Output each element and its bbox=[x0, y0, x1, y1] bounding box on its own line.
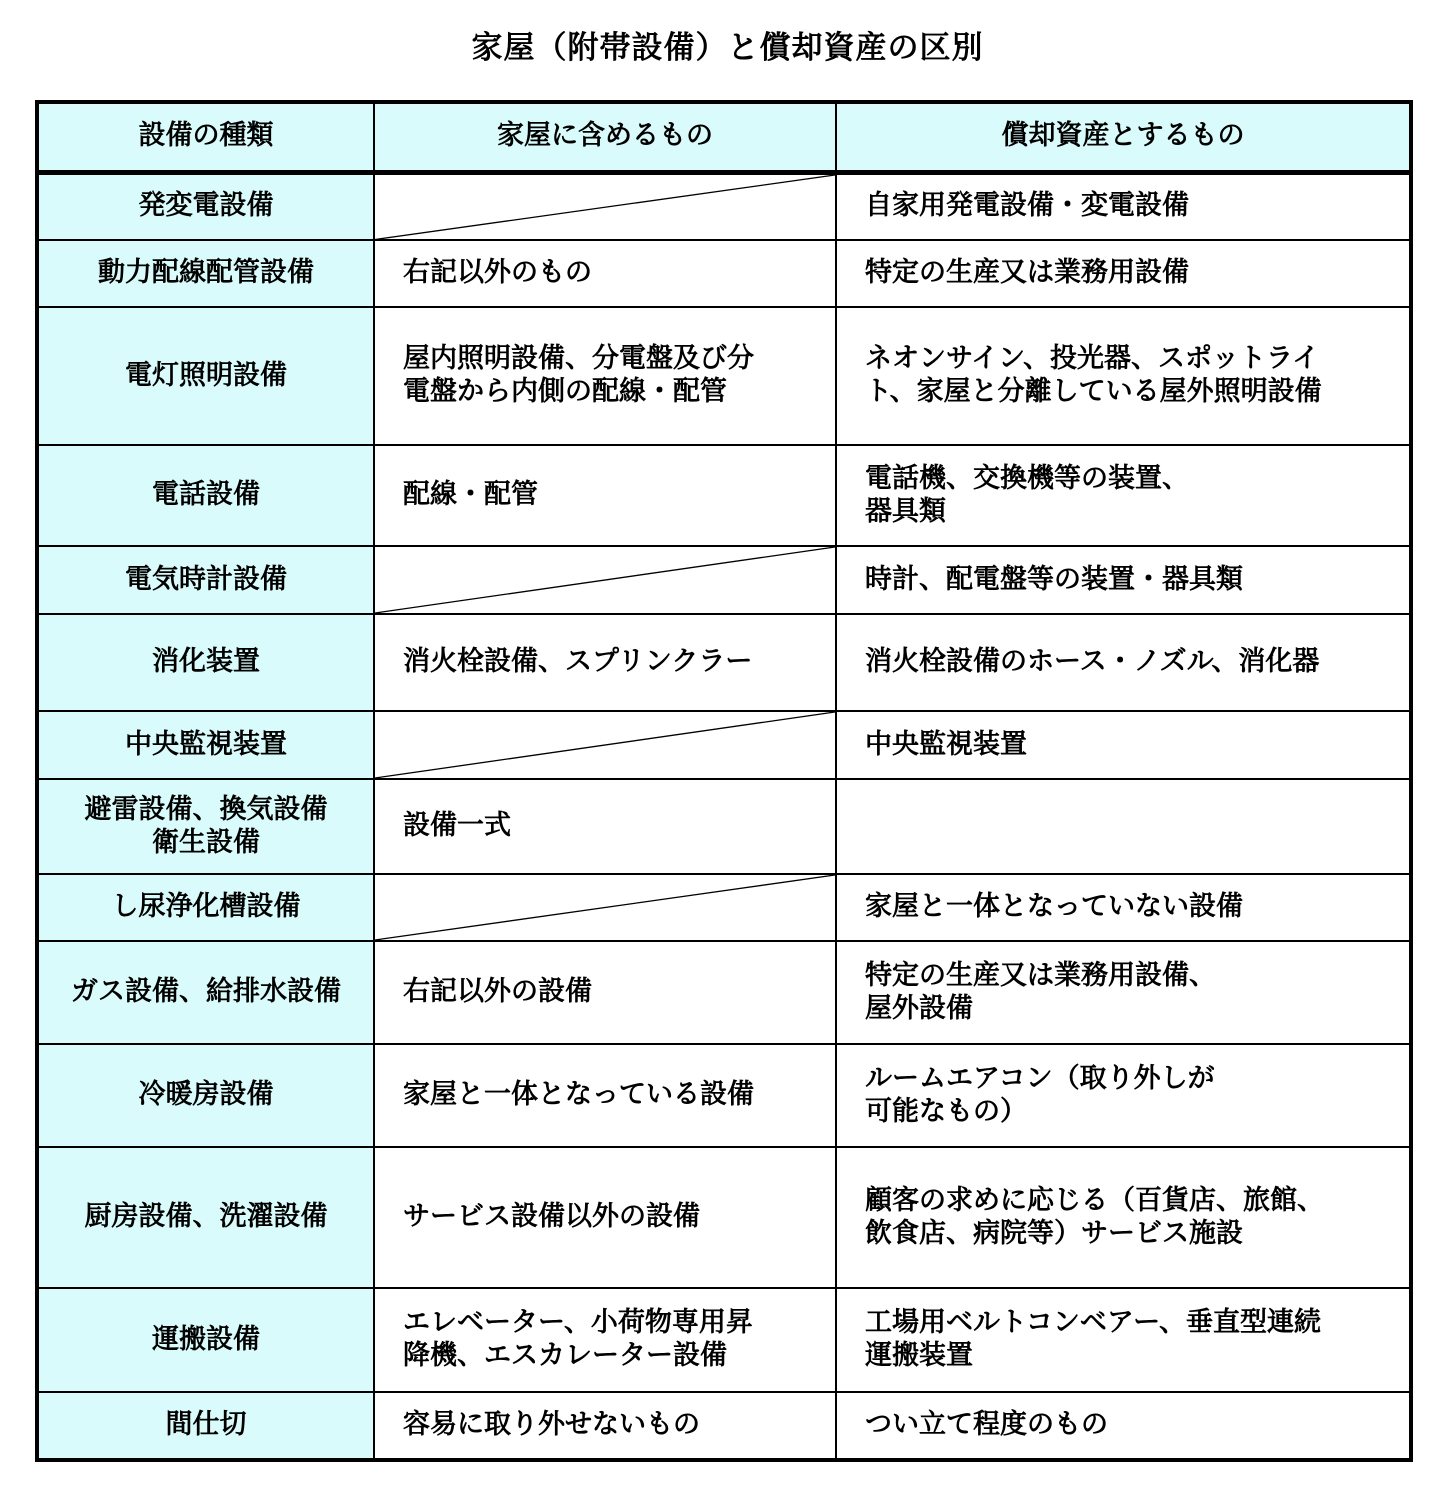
cell-equipment-type: 中央監視装置 bbox=[37, 711, 374, 779]
table-header-row bbox=[37, 102, 1411, 172]
classification-table bbox=[35, 100, 1413, 1462]
table-row bbox=[37, 172, 1411, 240]
cell-included-in-house: エレベーター、小荷物専用昇 降機、エスカレーター設備 bbox=[374, 1288, 836, 1392]
cell-equipment-type: 消化装置 bbox=[37, 614, 374, 711]
cell-equipment-type: 間仕切 bbox=[37, 1392, 374, 1460]
cell-depreciable-asset: 顧客の求めに応じる（百貨店、旅館、 飲食店、病院等）サービス施設 bbox=[836, 1147, 1411, 1288]
cell-house-not-applicable bbox=[374, 546, 836, 614]
cell-depreciable-asset: ルームエアコン（取り外しが 可能なもの） bbox=[836, 1044, 1411, 1147]
cell-included-in-house: 右記以外の設備 bbox=[374, 941, 836, 1044]
cell-included-in-house: 容易に取り外せないもの bbox=[374, 1392, 836, 1460]
cell-depreciable-asset: 家屋と一体となっていない設備 bbox=[836, 874, 1411, 941]
cell-depreciable-asset: ネオンサイン、投光器、スポットライ ト、家屋と分離している屋外照明設備 bbox=[836, 307, 1411, 445]
cell-equipment-type: 電灯照明設備 bbox=[37, 307, 374, 445]
header-included-in-house: 家屋に含めるもの bbox=[374, 102, 836, 172]
diagonal-slash-mark bbox=[375, 875, 835, 940]
cell-house-not-applicable bbox=[374, 711, 836, 779]
diagonal-slash-mark bbox=[375, 547, 835, 613]
cell-included-in-house: 設備一式 bbox=[374, 779, 836, 874]
table-row bbox=[37, 1147, 1411, 1288]
cell-house-not-applicable bbox=[374, 874, 836, 941]
cell-included-in-house: 屋内照明設備、分電盤及び分 電盤から内側の配線・配管 bbox=[374, 307, 836, 445]
table-row bbox=[37, 874, 1411, 941]
table-row bbox=[37, 711, 1411, 779]
cell-equipment-type: 運搬設備 bbox=[37, 1288, 374, 1392]
cell-depreciable-asset: 特定の生産又は業務用設備、 屋外設備 bbox=[836, 941, 1411, 1044]
header-depreciable-asset: 償却資産とするもの bbox=[836, 102, 1411, 172]
table-row bbox=[37, 779, 1411, 874]
cell-included-in-house: 消火栓設備、スプリンクラー bbox=[374, 614, 836, 711]
table-row bbox=[37, 614, 1411, 711]
table-row bbox=[37, 1288, 1411, 1392]
cell-included-in-house: 配線・配管 bbox=[374, 445, 836, 546]
table-row bbox=[37, 1392, 1411, 1460]
diagonal-slash-mark bbox=[375, 712, 835, 778]
cell-depreciable-asset: つい立て程度のもの bbox=[836, 1392, 1411, 1460]
table-row bbox=[37, 941, 1411, 1044]
table-row bbox=[37, 1044, 1411, 1147]
cell-depreciable-asset: 消火栓設備のホース・ノズル、消化器 bbox=[836, 614, 1411, 711]
cell-depreciable-asset: 時計、配電盤等の装置・器具類 bbox=[836, 546, 1411, 614]
cell-included-in-house: 右記以外のもの bbox=[374, 240, 836, 307]
cell-house-not-applicable bbox=[374, 172, 836, 240]
classification-table-container bbox=[35, 100, 1409, 1462]
cell-equipment-type: 冷暖房設備 bbox=[37, 1044, 374, 1147]
cell-equipment-type: 厨房設備、洗濯設備 bbox=[37, 1147, 374, 1288]
cell-depreciable-asset: 中央監視装置 bbox=[836, 711, 1411, 779]
cell-depreciable-asset: 特定の生産又は業務用設備 bbox=[836, 240, 1411, 307]
table-row bbox=[37, 546, 1411, 614]
cell-equipment-type: 動力配線配管設備 bbox=[37, 240, 374, 307]
cell-equipment-type: ガス設備、給排水設備 bbox=[37, 941, 374, 1044]
cell-equipment-type: 電気時計設備 bbox=[37, 546, 374, 614]
page-title: 家屋（附帯設備）と償却資産の区別 bbox=[471, 30, 984, 66]
cell-equipment-type: 電話設備 bbox=[37, 445, 374, 546]
table-row bbox=[37, 445, 1411, 546]
table-row bbox=[37, 240, 1411, 307]
cell-equipment-type: し尿浄化槽設備 bbox=[37, 874, 374, 941]
table-row bbox=[37, 307, 1411, 445]
diagonal-slash-mark bbox=[375, 175, 835, 240]
cell-depreciable-asset: 電話機、交換機等の装置、 器具類 bbox=[836, 445, 1411, 546]
cell-depreciable-asset bbox=[836, 779, 1411, 874]
cell-included-in-house: 家屋と一体となっている設備 bbox=[374, 1044, 836, 1147]
cell-depreciable-asset: 工場用ベルトコンベアー、垂直型連続 運搬装置 bbox=[836, 1288, 1411, 1392]
cell-included-in-house: サービス設備以外の設備 bbox=[374, 1147, 836, 1288]
cell-depreciable-asset: 自家用発電設備・変電設備 bbox=[836, 172, 1411, 240]
cell-equipment-type: 避雷設備、換気設備 衛生設備 bbox=[37, 779, 374, 874]
cell-equipment-type: 発変電設備 bbox=[37, 172, 374, 240]
header-equipment-type: 設備の種類 bbox=[37, 102, 374, 172]
